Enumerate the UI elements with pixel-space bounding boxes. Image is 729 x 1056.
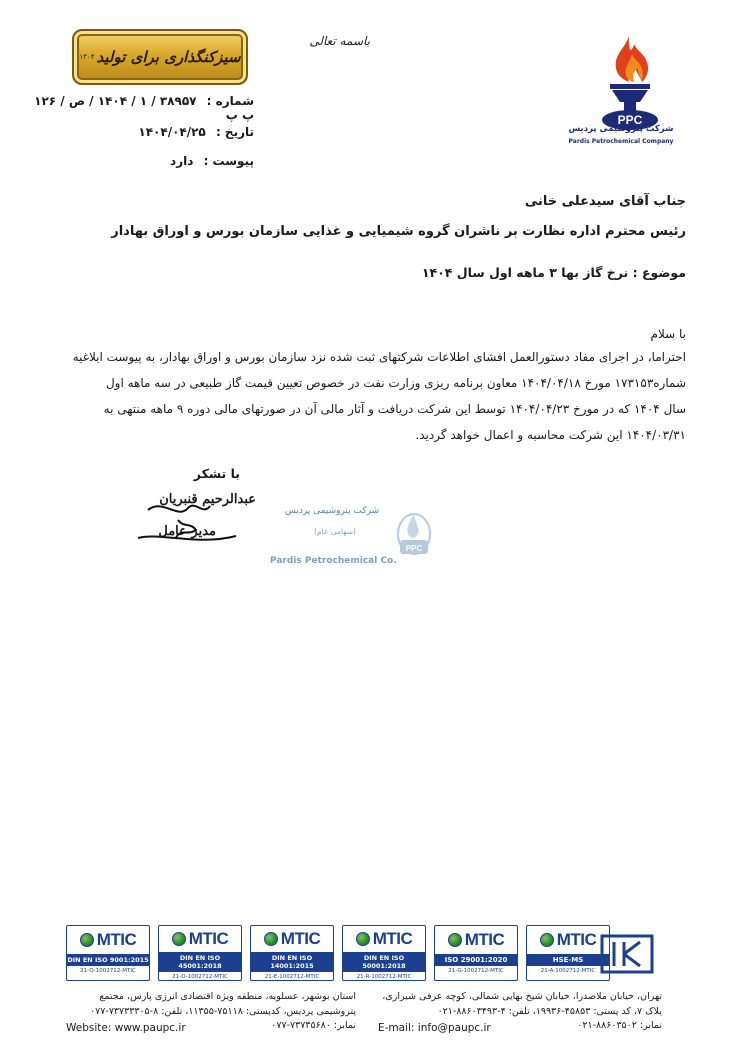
body-line-1: احتراما، در اجرای مفاد دستورالعمل افشای اطلاعات شرکتهای ثبت شده نزد سازمان بورس و اوراق بهادار، به پیوست ابلاغیه [72,350,686,364]
date-label: تاریخ : [215,125,254,139]
cert-code: 21-G-1002712-MTIC [448,968,504,974]
cert-code: 21-R-1002712-MTIC [356,974,412,980]
subject-line: موضوع : نرخ گاز بها ۳ ماهه اول سال ۱۴۰۴ [421,265,686,280]
bushehr-address-line2: پتروشیمی پردیس، کدپستی: ۷۵۱۱۸-۱۱۳۵۵، تلفن: ۸-۷۳۷۳۳۳۰۵-۰۷۷ [90,1005,356,1017]
globe-icon [448,933,462,947]
bushehr-address-line1: استان بوشهر، عسلویه، منطقه ویژه اقتصادی انرژی پارس، مجتمع [99,991,356,1002]
cert-standard: HSE-MS [527,954,609,966]
body-line-4: ۱۴۰۴/۰۳/۳۱ این شرکت محاسبه و اعمال خواهد گردید. [415,428,686,442]
addressee-name: جناب آقای سیدعلی خانی [524,194,686,209]
bushehr-fax: نمابر: ۷۳۷۳۵۶۸۰-۰۷۷ [271,1020,356,1031]
iso-mark-icon [596,928,658,980]
cert-code: 21-O-1002712-MTIC [172,974,228,980]
footer-website[interactable]: Website: www.paupc.ir [66,1022,186,1034]
attachment-value: دارد [170,154,194,168]
cert-badge: MTIC ISO 29001:2020 21-G-1002712-MTIC [434,925,518,981]
cert-standard: DIN EN ISO 45001:2018 [159,952,241,972]
cert-standard: DIN EN ISO 14001:2015 [251,952,333,972]
body-line-2: شماره۱۷۳۱۵۳ مورخ ۱۴۰۴/۰۴/۱۸ معاون برنامه ریزی وزارت نفت در خصوص تعیین قیمت گاز طبیعی در سه ماهه اول [105,376,686,390]
globe-icon [80,933,94,947]
cert-badge: MTIC DIN EN ISO 50001:2018 21-R-1002712-MTIC [342,925,426,981]
number-label: شماره : [206,94,254,108]
tehran-address-line2: پلاک ۷، کد پستی: ۴۵۸۵۳-۱۹۹۳۶، تلفن: ۴-۸۸۶۰۳۴۹۳-۰۲۱ [437,1005,662,1017]
certification-badges [66,925,652,981]
cert-badge: MTIC HSE-MS 21-A-1002712-MTIC [526,925,610,981]
globe-icon [540,933,554,947]
bismillah: باسمه تعالی [309,34,370,48]
company-name-fa: شرکت پتروشیمی پردیس [568,124,674,134]
stamp-company-fa: شرکت پتروشیمی پردیس [284,506,380,516]
cert-standard: DIN EN ISO 50001:2018 [343,952,425,972]
cert-code: 21-A-1002712-MTIC [540,968,596,974]
globe-icon [264,932,278,946]
closing-text: با تشکر [193,466,240,481]
ppc-logo-text: PPC [617,113,643,127]
cert-code: 21-E-1002712-MTIC [264,974,320,980]
company-name-en: Pardis Petrochemical Company [568,138,674,145]
letter-attachment-row [18,154,254,168]
cert-standard: ISO 29001:2020 [435,954,517,966]
slogan-banner [72,29,248,85]
cert-standard: DIN EN ISO 9001:2015 [67,956,149,964]
stamp-company-en: Pardis Petrochemical Co. [270,556,397,566]
globe-icon [356,932,370,946]
footer-email[interactable]: E-mail: info@paupc.ir [378,1022,491,1034]
slogan-text: سیزکنگذاری برای تولید [96,48,241,66]
tehran-fax: نمابر: ۸۸۶۰۳۵۰۲-۰۲۱ [577,1020,662,1031]
date-value: ۱۴۰۴/۰۴/۲۵ [138,125,206,139]
letter-date-row [18,125,254,139]
greeting: با سلام [650,327,686,341]
letter-number-row [18,94,254,122]
addressee-title: رئیس محترم اداره نظارت بر ناشران گروه شیمیایی و غذایی سازمان بورس و اوراق بهادار [111,224,686,239]
cert-badge: MTIC DIN EN ISO 45001:2018 21-O-1002712-MTIC [158,925,242,981]
stamp-logo-text: PPC [405,544,423,553]
cert-badge: MTIC DIN EN ISO 9001:2015 21-Q-1002712-MTIC [66,925,150,981]
cert-code: 21-Q-1002712-MTIC [80,968,136,974]
signer-name: عبدالرحیم قنبریان [159,492,256,507]
signer-title: مدیر عامل [158,524,216,539]
stamp-subtitle: (سهامی عام) [314,527,356,536]
body-line-3: سال ۱۴۰۴ که در مورخ ۱۴۰۴/۰۴/۲۳ توسط این شرکت دریافت و آثار مالی آن در صورتهای مالی دوره ۹ ماهه منتهی به [103,402,686,416]
attachment-label: پیوست : [203,154,254,168]
globe-icon [172,932,186,946]
cert-badge: MTIC DIN EN ISO 14001:2015 21-E-1002712-MTIC [250,925,334,981]
slogan-year: ۱۴۰۴ [79,53,95,61]
tehran-address-line1: تهران، خیابان ملاصدرا، خیابان شیخ بهایی شمالی، کوچه عرفی شیرازی، [382,991,662,1002]
signature-icon [118,480,248,560]
number-value: ۳۸۹۵۷ / ۱ / ۱۴۰۴ / ص / ۱۲۶ پ پ [34,94,254,122]
